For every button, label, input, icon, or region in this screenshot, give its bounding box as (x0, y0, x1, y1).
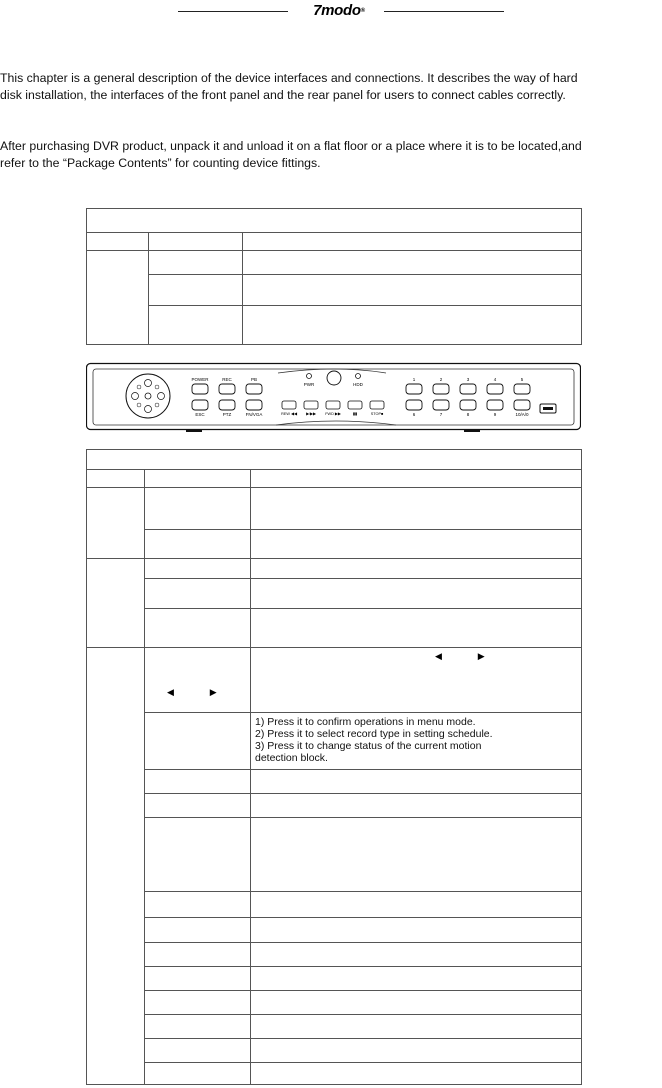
table2-cell (145, 991, 251, 1015)
table2-cell (251, 609, 582, 648)
table2-cell (145, 1063, 251, 1085)
pb-label: PB (250, 377, 258, 382)
table1-cell (243, 251, 582, 275)
play-button (304, 401, 318, 409)
list-item: 1) Press it to confirm operations in menu mode. (255, 716, 476, 728)
pwr-label: PWR (303, 382, 315, 387)
table2-title-cell (87, 450, 582, 470)
table2-cell (251, 559, 582, 579)
num-9-label: 9 (493, 412, 497, 417)
table2-cell (145, 609, 251, 648)
left-arrow-icon: ◀ (435, 651, 442, 661)
dvr-front-panel (86, 361, 581, 433)
num-8-button (460, 400, 476, 410)
table1-cell (149, 275, 243, 306)
table2-cell (251, 648, 582, 713)
table1-header-cell (243, 233, 582, 251)
num-8-label: 8 (466, 412, 470, 417)
stop-button (370, 401, 384, 409)
table2-cell (145, 943, 251, 967)
table1-title-cell (87, 209, 582, 233)
rew-label: REW ◀◀ (281, 412, 297, 416)
num-7-button (433, 400, 449, 410)
unpack-line-1: After purchasing DVR product, unpack it and unload it on a flat floor or a place where it is to be located,and (0, 139, 582, 153)
pause-button (348, 401, 362, 409)
table2-header-cell (87, 470, 145, 488)
table2-cell (145, 648, 251, 713)
navigation-dial (126, 374, 170, 418)
table2-cell (145, 713, 251, 770)
pb-button (246, 384, 262, 394)
num-9-button (487, 400, 503, 410)
table2-cell (145, 1039, 251, 1063)
esc-label: ESC (195, 412, 205, 417)
table2-cell (251, 713, 582, 770)
table1-group-cell (87, 251, 149, 345)
table2-cell (251, 770, 582, 794)
table2-cell (251, 579, 582, 609)
rew-button (282, 401, 296, 409)
num-1-button (406, 384, 422, 394)
fn-vga-button (246, 400, 262, 410)
table2-cell (145, 818, 251, 892)
table2-cell (145, 967, 251, 991)
table2-cell (251, 1015, 582, 1039)
num-4-button (487, 384, 503, 394)
table1-cell (243, 306, 582, 345)
num-3-label: 3 (466, 377, 470, 382)
usb-port-slot (543, 407, 553, 410)
table2-cell (145, 488, 251, 530)
num-3-button (460, 384, 476, 394)
header-rule-left (178, 11, 288, 12)
num-5-label: 5 (520, 377, 524, 382)
front-panel-description-table (86, 449, 582, 1085)
num-1-label: 1 (412, 377, 416, 382)
table1-cell (243, 275, 582, 306)
num-10-button (514, 400, 530, 410)
num-6-label: 6 (412, 412, 416, 417)
table2-cell (145, 770, 251, 794)
ptz-button (219, 400, 235, 410)
intro-line-2: disk installation, the interfaces of the front panel and the rear panel for users to connect cables correctly. (0, 88, 566, 102)
intro-paragraph (0, 70, 662, 104)
fn-vga-label: FN/VGA (245, 412, 263, 417)
num-6-button (406, 400, 422, 410)
play-label: ▶/▶▶ (306, 412, 316, 416)
table1-cell (149, 251, 243, 275)
num-4-label: 4 (493, 377, 497, 382)
fwd-button (326, 401, 340, 409)
table2-cell (145, 892, 251, 918)
table2-cell (251, 488, 582, 530)
left-arrow-icon: ◀ (167, 687, 174, 697)
stop-label: STOP■ (370, 412, 384, 416)
table2-cell (251, 818, 582, 892)
table2-cell (251, 943, 582, 967)
hdd-label: HDD (353, 382, 363, 387)
table2-cell (251, 991, 582, 1015)
table2-cell (145, 794, 251, 818)
page-header (0, 0, 662, 22)
table2-cell (145, 530, 251, 559)
table2-cell (251, 1063, 582, 1085)
table2-cell (251, 967, 582, 991)
num-7-label: 7 (439, 412, 443, 417)
table2-cell (145, 559, 251, 579)
table2-cell (251, 794, 582, 818)
table2-cell (251, 530, 582, 559)
table2-group-cell (87, 559, 145, 648)
rec-label: REC (222, 377, 232, 382)
table1-cell (149, 306, 243, 345)
table2-cell (251, 1039, 582, 1063)
intro-line-1: This chapter is a general description of the device interfaces and connections. It describes the way of hard (0, 71, 578, 85)
power-label: POWER (191, 377, 209, 382)
table2-header-cell (145, 470, 251, 488)
num-10-label: 10/A/0 (515, 412, 529, 417)
header-rule-right (384, 11, 504, 12)
table1-header-cell (149, 233, 243, 251)
list-item: detection block. (255, 752, 328, 764)
list-item: 3) Press it to change status of the current motion (255, 740, 482, 752)
esc-button (192, 400, 208, 410)
table2-cell (145, 579, 251, 609)
table2-group-cell (87, 488, 145, 559)
num-5-button (514, 384, 530, 394)
table2-cell (145, 1015, 251, 1039)
ptz-label: PTZ (222, 412, 232, 417)
table1-header-cell (87, 233, 149, 251)
package-contents-table (86, 208, 582, 345)
pause-label: ▮▮ (352, 412, 358, 416)
unpack-line-2: refer to the “Package Contents” for counting device fittings. (0, 156, 321, 170)
table2-group-cell (87, 648, 145, 1085)
power-button (192, 384, 208, 394)
right-arrow-icon: ▶ (209, 687, 217, 697)
table2-cell (251, 918, 582, 943)
brand-logo: 7modo® (313, 2, 365, 19)
table2-cell (145, 918, 251, 943)
fwd-label: FWD ▶▶ (325, 412, 341, 416)
num-2-label: 2 (439, 377, 443, 382)
rec-button (219, 384, 235, 394)
unpack-paragraph (0, 138, 662, 172)
confirm-operations-list (255, 713, 577, 764)
list-item: 2) Press it to select record type in setting schedule. (255, 728, 493, 740)
table2-cell (251, 892, 582, 918)
table2-header-cell (251, 470, 582, 488)
right-arrow-icon: ▶ (477, 651, 485, 661)
num-2-button (433, 384, 449, 394)
